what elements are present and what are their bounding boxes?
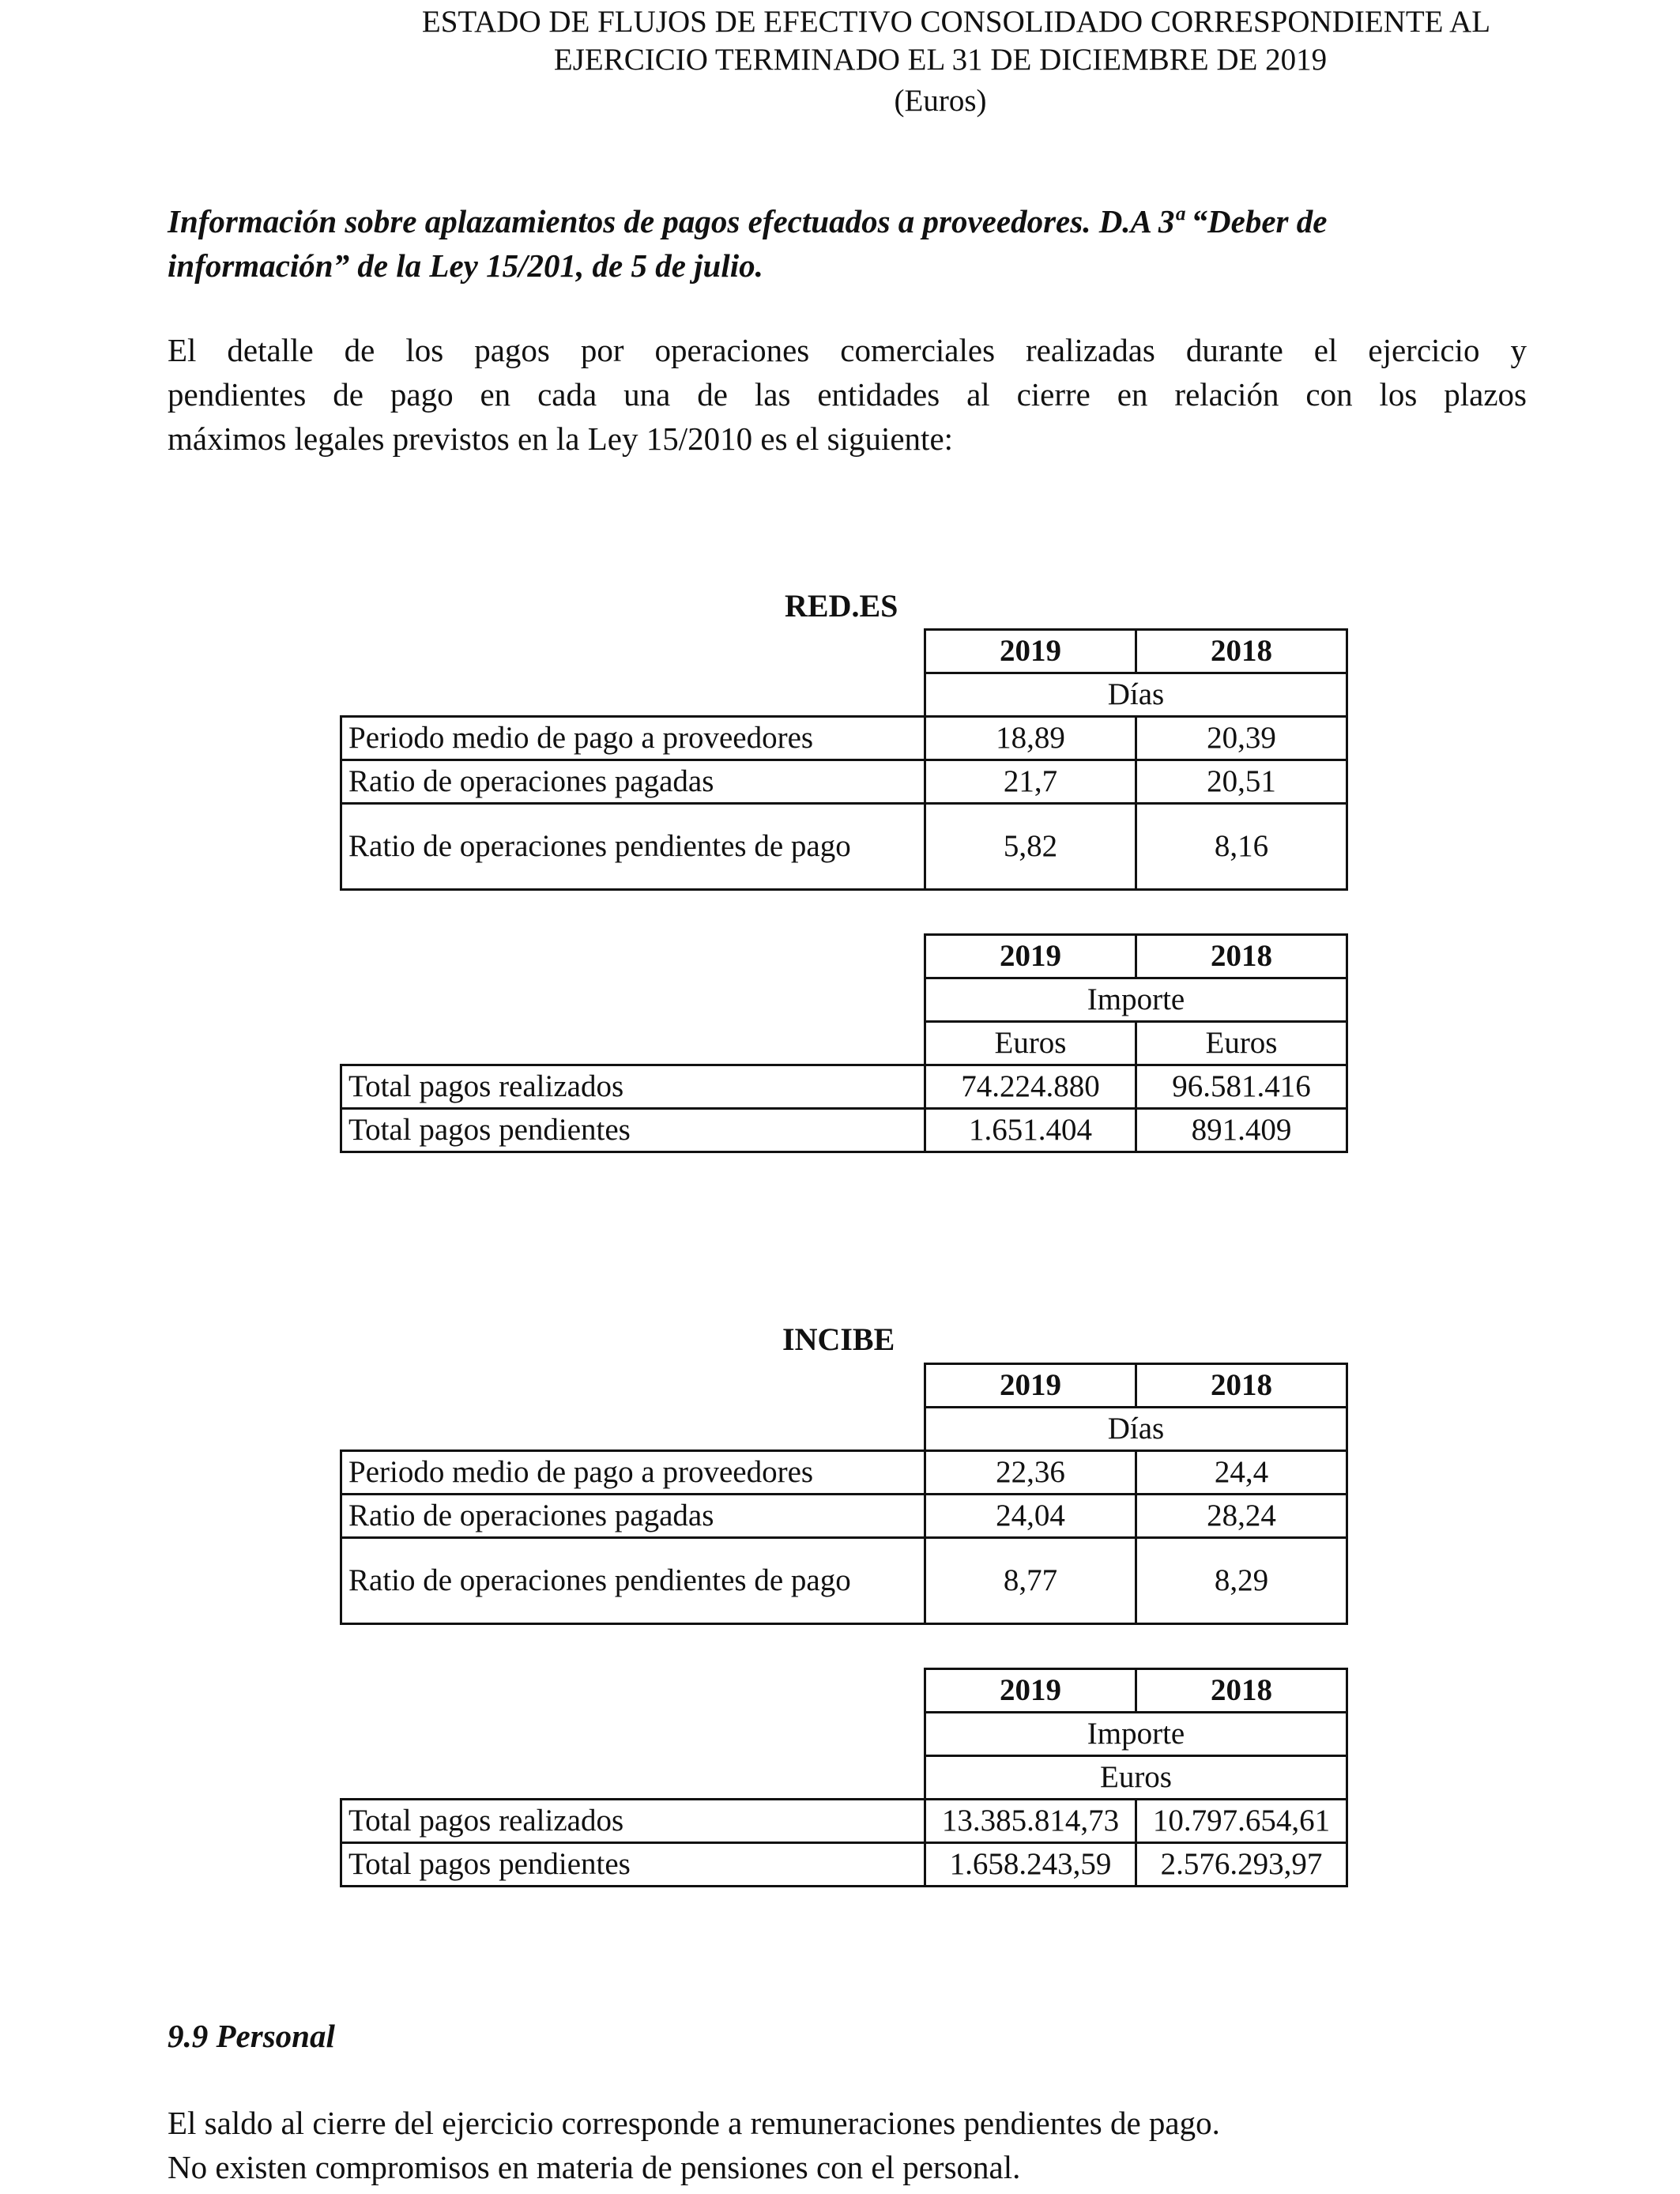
- value-2019: 18,89: [925, 717, 1136, 760]
- header-line-2: EJERCICIO TERMINADO EL 31 DE DICIEMBRE DE 2019: [553, 43, 1328, 77]
- value-2018: 8,16: [1136, 804, 1347, 890]
- table-header-row: [341, 630, 1347, 673]
- value-2018: 10.797.654,61: [1136, 1800, 1347, 1843]
- currency-label: Euros: [925, 1756, 1347, 1800]
- table-row: [341, 1451, 1347, 1495]
- col-2019-header: 2019: [925, 935, 1136, 978]
- value-2018: 891.409: [1136, 1109, 1347, 1152]
- info-heading-line-1: Información sobre aplazamientos de pagos efectuados a proveedores. D.A 3ª “Deber de: [168, 203, 1328, 239]
- personal-line-1: El saldo al cierre del ejercicio corresponde a remuneraciones pendientes de pago.: [168, 2105, 1220, 2141]
- table-row: [341, 717, 1347, 760]
- value-2019: 1.658.243,59: [925, 1843, 1136, 1887]
- personal-paragraph: [168, 2101, 1527, 2189]
- unit-label: Días: [925, 1408, 1347, 1451]
- table-row: [341, 1065, 1347, 1109]
- table-unit-row: [341, 978, 1347, 1022]
- value-2018: 24,4: [1136, 1451, 1347, 1495]
- col-2019-header: 2019: [925, 1669, 1136, 1713]
- col-2018-header: 2018: [1136, 1364, 1347, 1408]
- value-2018: 20,51: [1136, 760, 1347, 804]
- table-header-row: [341, 1669, 1347, 1713]
- table-row: [341, 804, 1347, 890]
- table-header-row: [341, 935, 1347, 978]
- table-currency-row: [341, 1022, 1347, 1065]
- col-2018-header: 2018: [1136, 1669, 1347, 1713]
- table-row: [341, 1495, 1347, 1538]
- info-heading-line-2: información” de la Ley 15/201, de 5 de julio.: [168, 247, 763, 284]
- value-2018: 28,24: [1136, 1495, 1347, 1538]
- table-header-row: [341, 1364, 1347, 1408]
- row-label: Ratio de operaciones pagadas: [341, 1495, 925, 1538]
- table-row: [341, 1800, 1347, 1843]
- table-currency-row: [341, 1756, 1347, 1800]
- table-unit-row: [341, 1408, 1347, 1451]
- row-label: Ratio de operaciones pendientes de pago: [341, 804, 925, 890]
- incibe-title: INCIBE: [782, 1321, 895, 1357]
- redes-amount-table: [340, 933, 1348, 1153]
- row-label: Ratio de operaciones pendientes de pago: [341, 1538, 925, 1624]
- header-line-1: ESTADO DE FLUJOS DE EFECTIVO CONSOLIDADO CORRESPONDIENTE AL: [421, 5, 1491, 39]
- unit-label: Importe: [925, 978, 1347, 1022]
- header-line-3: (Euros): [894, 84, 987, 118]
- row-label: Periodo medio de pago a proveedores: [341, 717, 925, 760]
- intro-line-1: El detalle de los pagos por operaciones comerciales realizadas durante el ejercicio y: [168, 332, 1527, 368]
- value-2019: 74.224.880: [925, 1065, 1136, 1109]
- value-2019: 8,77: [925, 1538, 1136, 1624]
- info-heading: [168, 199, 1527, 288]
- table-unit-row: [341, 1713, 1347, 1756]
- row-label: Periodo medio de pago a proveedores: [341, 1451, 925, 1495]
- intro-line-2: pendientes de pago en cada una de las entidades al cierre en relación con los plazos: [168, 376, 1527, 413]
- incibe-days-table: [340, 1363, 1348, 1625]
- currency-2018: Euros: [1136, 1022, 1347, 1065]
- col-2019-header: 2019: [925, 1364, 1136, 1408]
- redes-title: RED.ES: [785, 588, 898, 624]
- personal-title: 9.9 Personal: [168, 2018, 335, 2054]
- incibe-amount-table: [340, 1668, 1348, 1887]
- intro-line-3: máximos legales previstos en la Ley 15/2010 es el siguiente:: [168, 420, 954, 457]
- value-2018: 96.581.416: [1136, 1065, 1347, 1109]
- currency-2019: Euros: [925, 1022, 1136, 1065]
- col-2018-header: 2018: [1136, 630, 1347, 673]
- row-label: Total pagos realizados: [341, 1800, 925, 1843]
- table-unit-row: [341, 673, 1347, 717]
- intro-paragraph: [168, 328, 1527, 461]
- unit-label: Días: [925, 673, 1347, 717]
- value-2019: 13.385.814,73: [925, 1800, 1136, 1843]
- redes-days-table: [340, 628, 1348, 891]
- col-2019-header: 2019: [925, 630, 1136, 673]
- table-row: [341, 760, 1347, 804]
- value-2019: 22,36: [925, 1451, 1136, 1495]
- value-2019: 1.651.404: [925, 1109, 1136, 1152]
- value-2019: 24,04: [925, 1495, 1136, 1538]
- table-row: [341, 1538, 1347, 1624]
- table-row: [341, 1109, 1347, 1152]
- col-2018-header: 2018: [1136, 935, 1347, 978]
- row-label: Total pagos realizados: [341, 1065, 925, 1109]
- value-2018: 20,39: [1136, 717, 1347, 760]
- value-2018: 2.576.293,97: [1136, 1843, 1347, 1887]
- row-label: Ratio de operaciones pagadas: [341, 760, 925, 804]
- value-2019: 5,82: [925, 804, 1136, 890]
- personal-line-2: No existen compromisos en materia de pensiones con el personal.: [168, 2149, 1021, 2185]
- row-label: Total pagos pendientes: [341, 1109, 925, 1152]
- table-row: [341, 1843, 1347, 1887]
- value-2018: 8,29: [1136, 1538, 1347, 1624]
- unit-label: Importe: [925, 1713, 1347, 1756]
- row-label: Total pagos pendientes: [341, 1843, 925, 1887]
- value-2019: 21,7: [925, 760, 1136, 804]
